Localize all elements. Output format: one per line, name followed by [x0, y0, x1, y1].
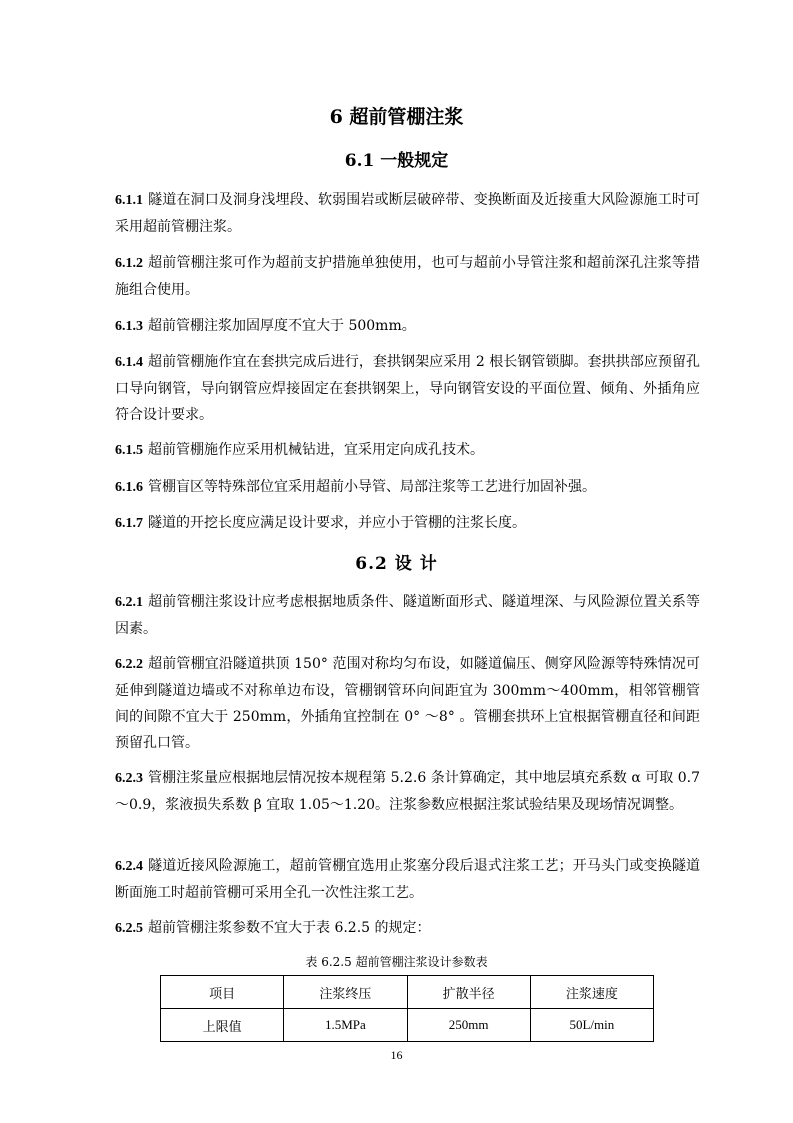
chapter-title: 6 超前管棚注浆 — [329, 106, 464, 128]
clause-number: 6.1.2 — [115, 256, 143, 271]
table-header-cell: 注浆终压 — [284, 976, 407, 1009]
clause-number: 6.2.1 — [115, 595, 143, 610]
clause-text: 管棚盲区等特殊部位宜采用超前小导管、局部注浆等工艺进行加固补强。 — [148, 479, 596, 495]
clause-6-2-2 — [115, 651, 700, 756]
table-cell: 上限值 — [161, 1009, 284, 1042]
clause-text: 超前管棚宜沿隧道拱顶 150° 范围对称均匀布设，如隧道偏压、侧穿风险源等特殊情况可延伸到隧道边墙或不对称单边布设，管棚钢管环向间距宜为 300mm～400mm，相邻管棚管间的间隙不宜大于 250mm，外插角宜控制在 0° ～8° 。管棚套拱环上宜根据管棚直径和间距预留孔口管。 — [115, 656, 700, 751]
table-header-cell: 扩散半径 — [407, 976, 530, 1009]
grouting-parameter-table — [160, 975, 654, 1042]
clause-number: 6.2.3 — [115, 771, 143, 786]
clause-number: 6.1.4 — [115, 355, 143, 370]
clause-number: 6.1.6 — [115, 480, 143, 495]
clause-text: 超前管棚注浆加固厚度不宜大于 500mm。 — [148, 318, 416, 334]
table-row — [161, 1009, 654, 1042]
clause-text: 超前管棚注浆可作为超前支护措施单独使用，也可与超前小导管注浆和超前深孔注浆等措施组合使用。 — [115, 255, 700, 298]
clause-number: 6.2.2 — [115, 657, 143, 672]
clause-number: 6.1.7 — [115, 516, 143, 531]
clause-6-1-2 — [115, 250, 700, 303]
clause-6-1-5 — [115, 437, 700, 464]
page-number: 16 — [390, 1048, 403, 1062]
clause-number: 6.2.4 — [115, 859, 143, 874]
clause-text: 隧道的开挖长度应满足设计要求，并应小于管棚的注浆长度。 — [148, 515, 526, 531]
clause-text: 超前管棚注浆设计应考虑根据地质条件、隧道断面形式、隧道埋深、与风险源位置关系等因素。 — [115, 594, 700, 637]
clause-text: 隧道近接风险源施工，超前管棚宜选用止浆塞分段后退式注浆工艺；开马头门或变换隧道断面施工时超前管棚可采用全孔一次性注浆工艺。 — [115, 858, 700, 901]
table-cell: 1.5MPa — [284, 1009, 407, 1042]
clause-6-1-3 — [115, 313, 700, 340]
section-title-6-1: 6.1 一般规定 — [344, 151, 449, 171]
clause-6-1-7 — [115, 510, 700, 537]
table-header-cell: 项目 — [161, 976, 284, 1009]
table-cell: 250mm — [407, 1009, 530, 1042]
clause-6-1-6 — [115, 474, 700, 501]
clause-number: 6.1.5 — [115, 443, 143, 458]
table-caption: 表 6.2.5 超前管棚注浆设计参数表 — [305, 955, 488, 969]
clause-text: 超前管棚施作应采用机械钻进，宜采用定向成孔技术。 — [148, 442, 484, 458]
clause-6-2-4 — [115, 853, 700, 906]
clause-6-1-4 — [115, 349, 700, 428]
clause-number: 6.2.5 — [115, 921, 143, 936]
clause-6-2-5 — [115, 915, 700, 942]
table-cell: 50L/min — [530, 1009, 653, 1042]
table-header-cell: 注浆速度 — [530, 976, 653, 1009]
clause-6-2-3 — [115, 765, 700, 818]
table-header-row — [161, 976, 654, 1009]
clause-6-1-1 — [115, 187, 700, 240]
clause-number: 6.1.1 — [115, 193, 143, 208]
clause-text: 隧道在洞口及洞身浅埋段、软弱围岩或断层破碎带、变换断面及近接重大风险源施工时可采用超前管棚注浆。 — [115, 192, 700, 235]
section-title-6-2: 6.2 设 计 — [355, 554, 438, 574]
clause-number: 6.1.3 — [115, 319, 143, 334]
clause-6-2-1 — [115, 589, 700, 642]
clause-text: 超前管棚注浆参数不宜大于表 6.2.5 的规定： — [148, 920, 431, 936]
clause-text: 管棚注浆量应根据地层情况按本规程第 5.2.6 条计算确定，其中地层填充系数 α 可取 0.7～0.9，浆液损失系数 β 宜取 1.05～1.20。注浆参数应根据注浆试验结果及现场情况调整。 — [115, 770, 700, 813]
clause-text: 超前管棚施作宜在套拱完成后进行，套拱钢架应采用 2 根长钢管锁脚。套拱拱部应预留孔口导向钢管，导向钢管应焊接固定在套拱钢架上，导向钢管安设的平面位置、倾角、外插角应符合设计要求。 — [115, 354, 700, 423]
